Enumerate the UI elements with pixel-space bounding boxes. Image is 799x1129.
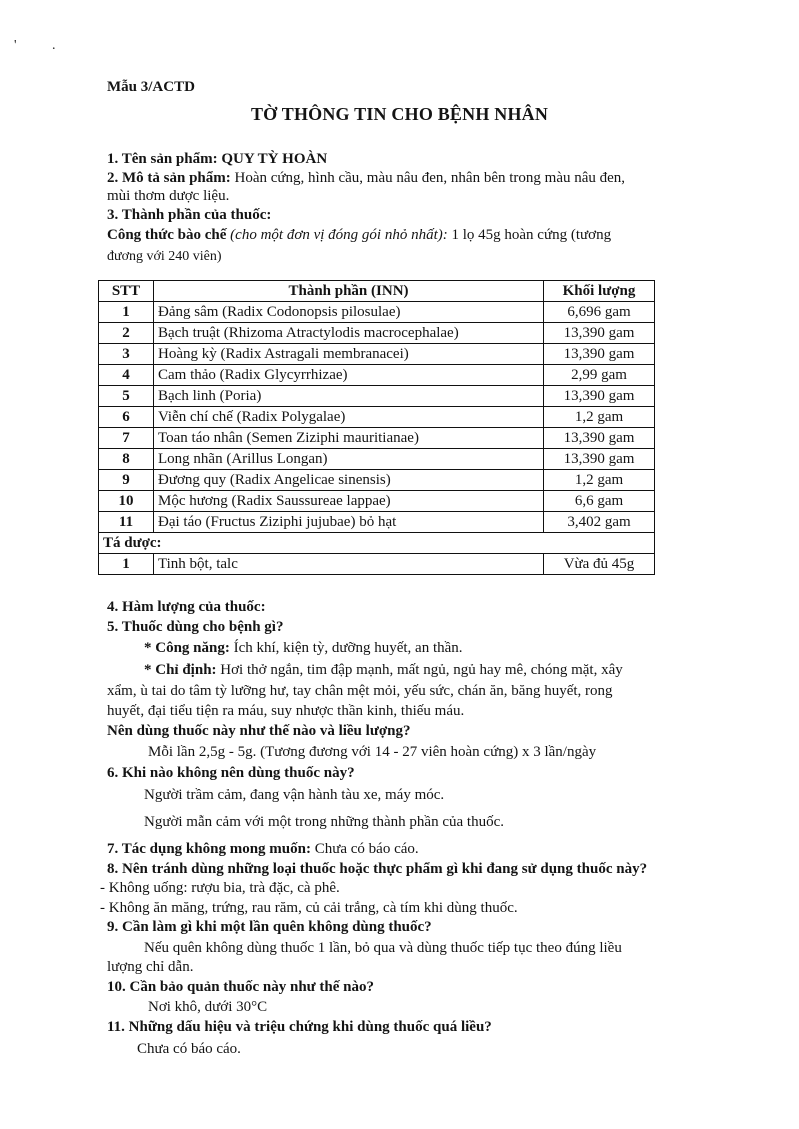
section-10-label: 10. Cần bảo quản thuốc này như thế nào? — [107, 979, 374, 995]
row-ingredient: Long nhãn (Arillus Longan) — [154, 449, 544, 470]
dosage-label: Nên dùng thuốc này như thế nào và liều lượng? — [107, 723, 411, 739]
row-mass: 1,2 gam — [544, 407, 655, 428]
row-mass: 13,390 gam — [544, 449, 655, 470]
row-mass: 13,390 gam — [544, 386, 655, 407]
action-text: Ích khí, kiện tỳ, dưỡng huyết, an thần. — [229, 640, 463, 656]
row-ingredient: Mộc hương (Radix Saussureae lappae) — [154, 491, 544, 512]
header-ingredient: Thành phần (INN) — [154, 281, 544, 302]
table-row — [99, 449, 655, 470]
row-stt: 9 — [99, 470, 154, 491]
table-row — [99, 344, 655, 365]
row-ingredient: Viễn chí chế (Radix Polygalae) — [154, 407, 544, 428]
contraindication-1: Người trầm cảm, đang vận hành tàu xe, máy móc. — [144, 787, 445, 803]
excipient-header-row — [99, 533, 655, 554]
row-stt: 2 — [99, 323, 154, 344]
row-stt: 11 — [99, 512, 154, 533]
formula-note: (cho một đơn vị đóng gói nhỏ nhất): — [226, 227, 448, 243]
row-mass: 13,390 gam — [544, 428, 655, 449]
row-ingredient: Đảng sâm (Radix Codonopsis pilosulae) — [154, 302, 544, 323]
excipient-stt: 1 — [99, 554, 154, 575]
row-stt: 3 — [99, 344, 154, 365]
document-title: TỜ THÔNG TIN CHO BỆNH NHÂN — [250, 104, 549, 124]
row-mass: 6,6 gam — [544, 491, 655, 512]
row-mass: 13,390 gam — [544, 344, 655, 365]
header-mass: Khối lượng — [544, 281, 655, 302]
formula-line-1 — [107, 226, 611, 244]
row-ingredient: Đương quy (Radix Angelicae sinensis) — [154, 470, 544, 491]
section-3-label: 3. Thành phần của thuốc: — [107, 207, 272, 223]
description-line-1: Hoàn cứng, hình cầu, màu nâu đen, nhân bên trong màu nâu đen, — [230, 170, 626, 186]
row-stt: 7 — [99, 428, 154, 449]
section-9-label: 9. Cần làm gì khi một lần quên không dùng thuốc? — [107, 919, 432, 935]
row-stt: 5 — [99, 386, 154, 407]
section-7-label: 7. Tác dụng không mong muốn: — [107, 841, 311, 857]
description-line-2: mùi thơm dược liệu. — [107, 188, 230, 204]
row-ingredient: Đại táo (Fructus Ziziphi jujubae) bỏ hạt — [154, 512, 544, 533]
section-8-label: 8. Nên tránh dùng những loại thuốc hoặc thực phẩm gì khi đang sử dụng thuốc này? — [107, 861, 648, 877]
table-header-row — [99, 281, 655, 302]
row-mass: 2,99 gam — [544, 365, 655, 386]
ingredients-body — [99, 302, 655, 533]
indication-label: * Chỉ định: — [144, 662, 217, 678]
row-mass: 1,2 gam — [544, 470, 655, 491]
table-row — [99, 386, 655, 407]
row-ingredient: Cam thảo (Radix Glycyrrhizae) — [154, 365, 544, 386]
row-ingredient: Bạch linh (Poria) — [154, 386, 544, 407]
avoid-foods: - Không ăn măng, trứng, rau răm, củ cải trắng, cà tím khi dùng thuốc. — [100, 900, 518, 916]
row-stt: 8 — [99, 449, 154, 470]
side-effects-text: Chưa có báo cáo. — [310, 841, 419, 857]
action-label: * Công năng: — [144, 640, 230, 656]
table-row — [99, 323, 655, 344]
section-2-description — [107, 169, 625, 187]
row-stt: 6 — [99, 407, 154, 428]
table-row — [99, 302, 655, 323]
row-stt: 10 — [99, 491, 154, 512]
storage-text: Nơi khô, dưới 30°C — [148, 999, 268, 1015]
row-mass: 13,390 gam — [544, 323, 655, 344]
table-row — [99, 428, 655, 449]
scan-specks: ' . — [14, 38, 72, 53]
table-row — [99, 491, 655, 512]
row-stt: 4 — [99, 365, 154, 386]
dosage-text: Mỗi lần 2,5g - 5g. (Tương đương với 14 - 27 viên hoàn cứng) x 3 lần/ngày — [148, 744, 597, 760]
indication-line-3: huyết, đại tiểu tiện ra máu, suy nhược thần kinh, thiếu máu. — [107, 703, 465, 719]
section-6-label: 6. Khi nào không nên dùng thuốc này? — [107, 765, 355, 781]
action-line — [144, 639, 463, 657]
row-ingredient: Toan táo nhân (Semen Ziziphi mauritianae) — [154, 428, 544, 449]
excipient-label: Tá dược: — [99, 533, 655, 554]
excipient-name: Tinh bột, talc — [154, 554, 544, 575]
row-mass: 6,696 gam — [544, 302, 655, 323]
section-11-label: 11. Những dấu hiệu và triệu chứng khi dùng thuốc quá liều? — [107, 1019, 492, 1035]
header-stt: STT — [99, 281, 154, 302]
overdose-text: Chưa có báo cáo. — [137, 1041, 241, 1057]
ingredients-table — [98, 280, 655, 575]
section-7 — [107, 840, 419, 858]
section-5-label: 5. Thuốc dùng cho bệnh gì? — [107, 619, 284, 635]
table-row — [99, 470, 655, 491]
section-1-label: 1. Tên sản phẩm: — [107, 151, 218, 167]
section-4-label: 4. Hàm lượng của thuốc: — [107, 599, 266, 615]
row-mass: 3,402 gam — [544, 512, 655, 533]
indication-line-1 — [144, 661, 623, 679]
table-row — [99, 407, 655, 428]
formula-line-2: đương với 240 viên) — [107, 249, 222, 264]
missed-dose-line-1: Nếu quên không dùng thuốc 1 lần, bỏ qua và dùng thuốc tiếp tục theo đúng liều — [144, 940, 622, 956]
form-code: Mẫu 3/ACTD — [107, 79, 195, 95]
formula-label: Công thức bào chế — [107, 227, 227, 243]
section-1-product-name — [107, 150, 327, 168]
contraindication-2: Người mẫn cảm với một trong những thành phần của thuốc. — [144, 814, 504, 830]
row-ingredient: Bạch truật (Rhizoma Atractylodis macrocephalae) — [154, 323, 544, 344]
row-stt: 1 — [99, 302, 154, 323]
table-row — [99, 365, 655, 386]
indication-line-2: xẩm, ù tai do tâm tỳ lưỡng hư, tay chân mệt mỏi, yếu sức, chán ăn, băng huyết, rong — [107, 683, 613, 699]
row-ingredient: Hoàng kỳ (Radix Astragali membranacei) — [154, 344, 544, 365]
missed-dose-line-2: lượng chỉ dẫn. — [107, 959, 194, 975]
section-2-label: 2. Mô tả sản phẩm: — [107, 170, 231, 186]
table-row — [99, 512, 655, 533]
formula-text: 1 lọ 45g hoàn cứng (tương — [447, 227, 612, 243]
excipient-row — [99, 554, 655, 575]
excipient-mass: Vừa đủ 45g — [544, 554, 655, 575]
indication-text-1: Hơi thở ngắn, tim đập mạnh, mất ngủ, ngủ hay mê, chóng mặt, xây — [216, 662, 623, 678]
product-name: QUY TỲ HOÀN — [221, 151, 328, 167]
avoid-drinks: - Không uống: rượu bia, trà đặc, cà phê. — [100, 880, 340, 896]
